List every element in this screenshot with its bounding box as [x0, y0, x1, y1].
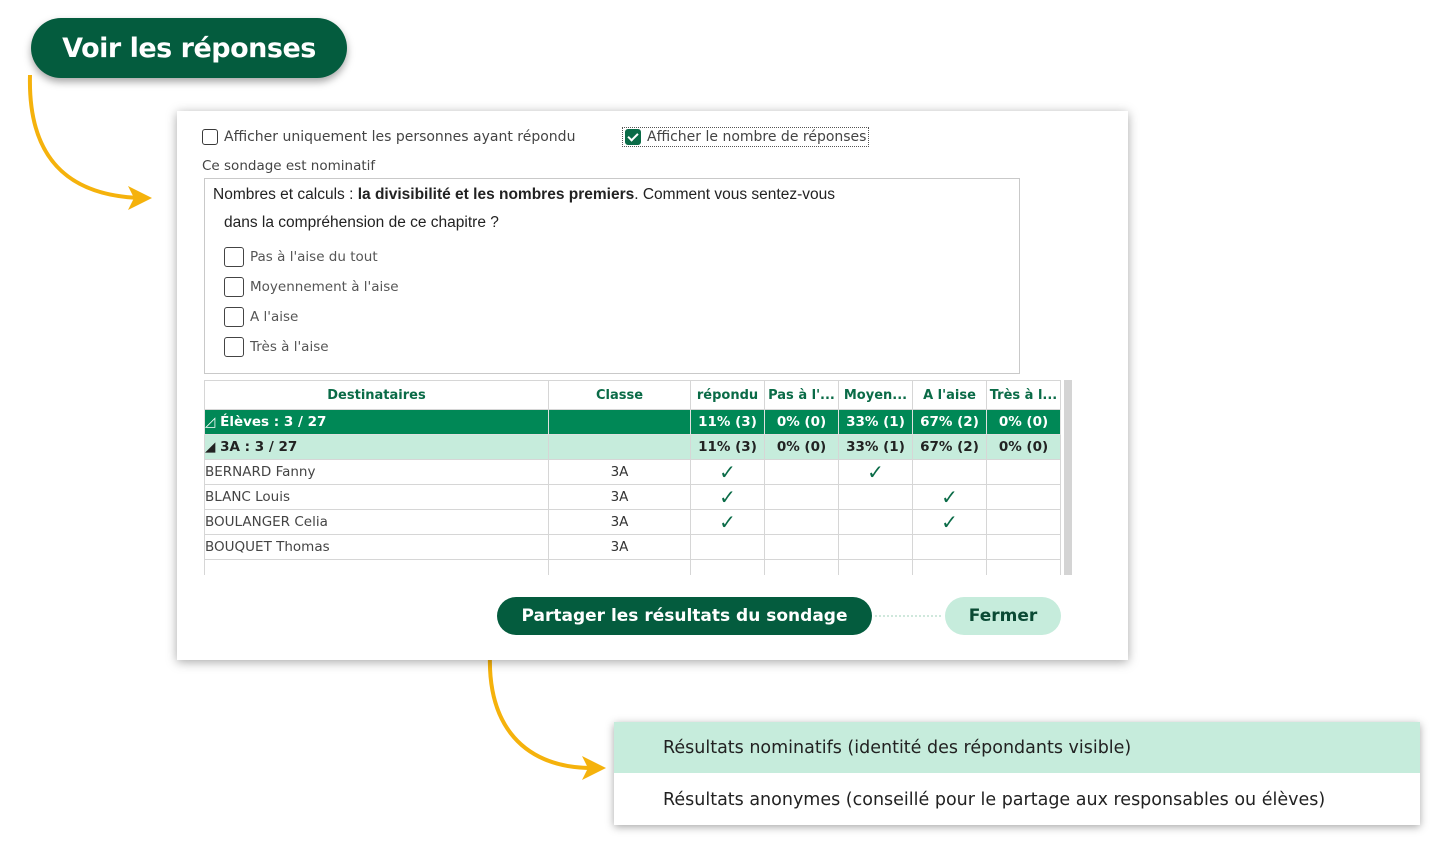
check-icon: ✓	[913, 485, 987, 510]
choice-checkbox[interactable]	[224, 307, 244, 327]
group-row-3a[interactable]	[205, 435, 1061, 460]
table-row[interactable]	[205, 485, 1061, 510]
col-header-repondu[interactable]: répondu	[691, 381, 765, 410]
student-classe: 3A	[549, 535, 691, 560]
question-line-2: dans la compréhension de ce chapitre ?	[224, 214, 499, 231]
group-value-cell: 67% (2)	[913, 410, 987, 435]
choice-moyennement[interactable]	[224, 277, 399, 297]
col-header-moyennement[interactable]: Moyen...	[839, 381, 913, 410]
table-row[interactable]	[205, 535, 1061, 560]
student-name: BLANC Louis	[205, 485, 549, 510]
close-label: Fermer	[968, 606, 1038, 626]
question-prefix: Nombres et calculs :	[213, 186, 358, 203]
results-table	[204, 380, 1061, 575]
response-cell	[987, 460, 1061, 485]
menu-item-anonyme[interactable]	[614, 774, 1420, 825]
choice-checkbox[interactable]	[224, 337, 244, 357]
col-header-pas-a-laise[interactable]: Pas à l'...	[765, 381, 839, 410]
student-name: BOULANGER Celia	[205, 510, 549, 535]
check-icon: ✓	[691, 485, 765, 510]
group-value-cell: 33% (1)	[839, 410, 913, 435]
choice-pas-a-laise[interactable]	[224, 247, 378, 267]
response-cell	[765, 560, 839, 576]
student-classe	[549, 560, 691, 576]
group-value-cell: 0% (0)	[765, 410, 839, 435]
check-icon: ✓	[691, 510, 765, 535]
close-button[interactable]	[945, 597, 1061, 635]
choice-checkbox[interactable]	[224, 247, 244, 267]
choice-label: Très à l'aise	[250, 339, 329, 355]
group-value-cell: 67% (2)	[913, 435, 987, 460]
table-header-row	[205, 381, 1061, 410]
share-options-menu	[614, 722, 1420, 825]
divider-dots	[875, 615, 941, 617]
choice-checkbox[interactable]	[224, 277, 244, 297]
group-label-text: Élèves : 3 / 27	[220, 414, 327, 430]
response-cell	[839, 510, 913, 535]
col-header-destinataires[interactable]: Destinataires	[205, 381, 549, 410]
filter-respondents-label: Afficher uniquement les personnes ayant répondu	[224, 129, 576, 145]
survey-results-dialog	[177, 111, 1128, 660]
menu-item-label: Résultats anonymes (conseillé pour le partage aux responsables ou élèves)	[663, 789, 1326, 810]
choice-label: Pas à l'aise du tout	[250, 249, 378, 265]
group-value-cell: 11% (3)	[691, 410, 765, 435]
question-line-1	[213, 186, 835, 204]
response-cell	[765, 460, 839, 485]
group-label-text: 3A : 3 / 27	[220, 439, 298, 455]
group-value-cell: 0% (0)	[987, 410, 1061, 435]
student-name: BERNARD Fanny	[205, 460, 549, 485]
group-value-cell: 11% (3)	[691, 435, 765, 460]
response-cell	[691, 535, 765, 560]
group-label[interactable]: ◿ Élèves : 3 / 27	[205, 410, 549, 435]
arrow-to-dialog	[30, 75, 140, 198]
choice-label: A l'aise	[250, 309, 299, 325]
group-value-cell: 0% (0)	[765, 435, 839, 460]
student-classe: 3A	[549, 510, 691, 535]
response-cell	[987, 510, 1061, 535]
response-cell	[765, 535, 839, 560]
response-cell	[765, 485, 839, 510]
group-value-cell: 0% (0)	[987, 435, 1061, 460]
question-box	[204, 178, 1020, 374]
student-name: BOUQUET Thomas	[205, 535, 549, 560]
response-cell	[987, 485, 1061, 510]
group-label[interactable]: ◢ 3A : 3 / 27	[205, 435, 549, 460]
response-cell	[913, 560, 987, 576]
response-cell	[839, 560, 913, 576]
check-icon: ✓	[913, 510, 987, 535]
choice-label: Moyennement à l'aise	[250, 279, 399, 295]
check-icon: ✓	[691, 460, 765, 485]
vertical-scrollbar[interactable]	[1064, 380, 1072, 575]
table-row[interactable]	[205, 460, 1061, 485]
group-row-eleves[interactable]	[205, 410, 1061, 435]
nominatif-note: Ce sondage est nominatif	[202, 158, 376, 174]
filter-respondents-option[interactable]	[202, 129, 575, 145]
menu-item-nominatif[interactable]	[614, 722, 1420, 773]
results-grid	[204, 380, 1072, 575]
filter-respondents-checkbox[interactable]	[202, 129, 218, 145]
show-count-checkbox[interactable]	[625, 129, 641, 145]
response-cell	[765, 510, 839, 535]
group-classe-cell	[549, 410, 691, 435]
response-cell	[913, 535, 987, 560]
response-cell	[691, 560, 765, 576]
choice-tres-a-laise[interactable]	[224, 337, 329, 357]
share-results-button[interactable]	[497, 597, 872, 635]
student-classe: 3A	[549, 485, 691, 510]
response-cell	[839, 485, 913, 510]
show-count-label: Afficher le nombre de réponses	[647, 129, 867, 145]
show-count-option[interactable]	[623, 128, 868, 146]
question-bold: la divisibilité et les nombres premiers	[357, 186, 635, 203]
group-classe-cell	[549, 435, 691, 460]
student-name	[205, 560, 549, 576]
response-cell	[913, 460, 987, 485]
response-cell	[987, 535, 1061, 560]
menu-item-label: Résultats nominatifs (identité des répondants visible)	[663, 737, 1132, 758]
col-header-tres-a-laise[interactable]: Très à l...	[987, 381, 1061, 410]
col-header-classe[interactable]: Classe	[549, 381, 691, 410]
share-results-label: Partager les résultats du sondage	[521, 606, 848, 626]
table-row[interactable]	[205, 560, 1061, 576]
response-cell	[987, 560, 1061, 576]
choice-a-laise[interactable]	[224, 307, 298, 327]
student-classe: 3A	[549, 460, 691, 485]
col-header-a-laise[interactable]: A l'aise	[913, 381, 987, 410]
table-row[interactable]	[205, 510, 1061, 535]
question-suffix: . Comment vous sentez-vous	[634, 186, 835, 203]
voir-les-reponses-label: Voir les réponses	[62, 32, 316, 64]
group-value-cell: 33% (1)	[839, 435, 913, 460]
response-cell	[839, 535, 913, 560]
check-icon: ✓	[839, 460, 913, 485]
